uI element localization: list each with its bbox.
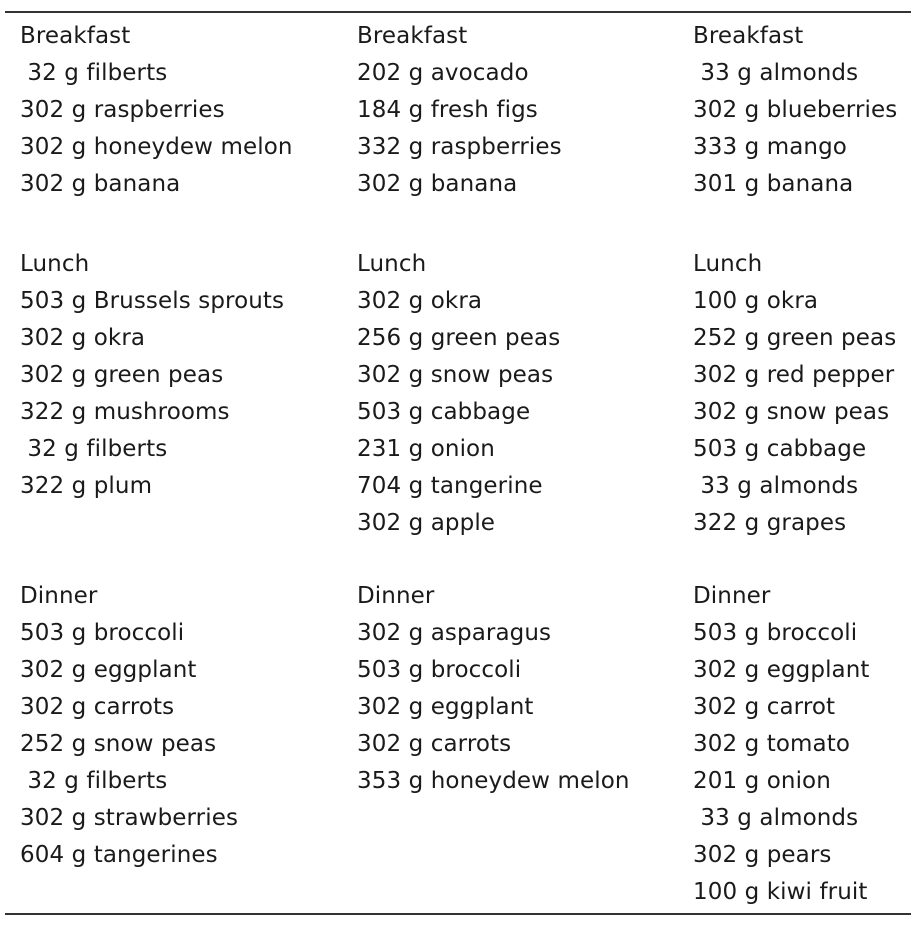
lunch-food-item: 231 g onion — [357, 436, 495, 462]
breakfast-food-item: 302 g banana — [357, 171, 518, 197]
breakfast-heading: Breakfast — [693, 23, 804, 49]
lunch-food-item: 252 g green peas — [693, 325, 897, 351]
lunch-food-item: 302 g apple — [357, 510, 496, 536]
dinner-heading: Dinner — [357, 583, 435, 609]
lunch-food-item: 503 g Brussels sprouts — [20, 288, 285, 314]
lunch-food-item: 302 g snow peas — [357, 362, 554, 388]
lunch-food-item: 322 g mushrooms — [20, 399, 230, 425]
lunch-food-item: 302 g green peas — [20, 362, 224, 388]
dinner-heading: Dinner — [693, 583, 771, 609]
lunch-food-item: 302 g snow peas — [693, 399, 890, 425]
dinner-food-item: 201 g onion — [693, 768, 831, 794]
breakfast-food-item: 301 g banana — [693, 171, 854, 197]
lunch-heading: Lunch — [20, 251, 90, 277]
breakfast-food-item: 302 g raspberries — [20, 97, 225, 123]
lunch-food-item: 302 g okra — [20, 325, 146, 351]
dinner-food-item: 302 g carrots — [20, 694, 175, 720]
table-bottom-rule — [5, 913, 911, 915]
breakfast-food-item: 302 g banana — [20, 171, 181, 197]
dinner-food-item: 302 g asparagus — [357, 620, 552, 646]
dinner-food-item: 503 g broccoli — [693, 620, 858, 646]
lunch-food-item: 302 g okra — [357, 288, 483, 314]
lunch-heading: Lunch — [693, 251, 763, 277]
lunch-food-item: 100 g okra — [693, 288, 819, 314]
dinner-food-item: 302 g carrot — [693, 694, 836, 720]
dinner-food-item: 302 g pears — [693, 842, 832, 868]
dinner-food-item: 302 g eggplant — [693, 657, 870, 683]
dinner-food-item: 100 g kiwi fruit — [693, 879, 868, 905]
breakfast-food-item: 32 g filberts — [20, 60, 168, 86]
breakfast-food-item: 184 g fresh figs — [357, 97, 538, 123]
dinner-food-item: 302 g carrots — [357, 731, 512, 757]
dinner-food-item: 503 g broccoli — [20, 620, 185, 646]
lunch-food-item: 322 g plum — [20, 473, 153, 499]
lunch-food-item: 704 g tangerine — [357, 473, 543, 499]
lunch-heading: Lunch — [357, 251, 427, 277]
dinner-food-item: 302 g tomato — [693, 731, 851, 757]
breakfast-food-item: 302 g honeydew melon — [20, 134, 293, 160]
dinner-food-item: 503 g broccoli — [357, 657, 522, 683]
lunch-food-item: 503 g cabbage — [357, 399, 531, 425]
breakfast-food-item: 332 g raspberries — [357, 134, 562, 160]
dinner-heading: Dinner — [20, 583, 98, 609]
lunch-food-item: 503 g cabbage — [693, 436, 867, 462]
dinner-food-item: 302 g eggplant — [357, 694, 534, 720]
breakfast-heading: Breakfast — [357, 23, 468, 49]
dinner-food-item: 302 g eggplant — [20, 657, 197, 683]
breakfast-food-item: 302 g blueberries — [693, 97, 898, 123]
lunch-food-item: 32 g filberts — [20, 436, 168, 462]
breakfast-food-item: 333 g mango — [693, 134, 847, 160]
dinner-food-item: 252 g snow peas — [20, 731, 217, 757]
dinner-food-item: 32 g filberts — [20, 768, 168, 794]
lunch-food-item: 256 g green peas — [357, 325, 561, 351]
breakfast-food-item: 202 g avocado — [357, 60, 529, 86]
dinner-food-item: 353 g honeydew melon — [357, 768, 630, 794]
dinner-food-item: 33 g almonds — [693, 805, 859, 831]
breakfast-heading: Breakfast — [20, 23, 131, 49]
lunch-food-item: 302 g red pepper — [693, 362, 895, 388]
lunch-food-item: 33 g almonds — [693, 473, 859, 499]
breakfast-food-item: 33 g almonds — [693, 60, 859, 86]
lunch-food-item: 322 g grapes — [693, 510, 847, 536]
dinner-food-item: 604 g tangerines — [20, 842, 218, 868]
table-top-rule — [5, 11, 911, 13]
dinner-food-item: 302 g strawberries — [20, 805, 239, 831]
